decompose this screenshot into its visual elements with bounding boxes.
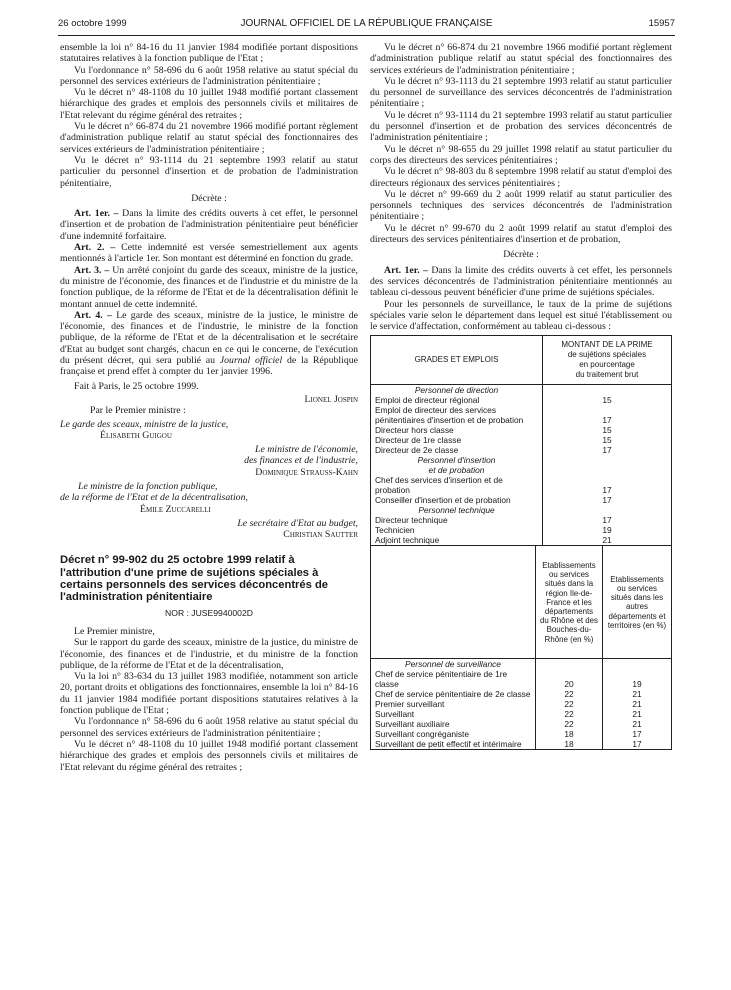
paragraph: Vu l'ordonnance n° 58-696 du 6 août 1958 relative au statut spécial du personnel des services extérieurs de l'administration pénitentiaire ;: [60, 64, 358, 87]
section-row: [371, 505, 672, 515]
grade-label: Conseiller d'insertion et de probation: [371, 495, 543, 505]
grade-label: Chef de service pénitentiaire de 2e classe: [371, 689, 536, 699]
grade-label: Emploi de directeur régional: [371, 395, 543, 405]
table-row: [371, 669, 672, 689]
article-label: Art. 3. –: [74, 264, 110, 276]
header-page-number: 15957: [648, 18, 675, 29]
nor-reference: NOR : JUSE9940002D: [165, 607, 253, 618]
grade-label: Chef de service pénitentiaire de 1re classe: [371, 669, 536, 689]
table-body: [371, 475, 672, 505]
garde-name: Élisabeth Guigou: [100, 429, 172, 441]
paragraph: Vu le décret n° 66-874 du 21 novembre 1966 modifié portant règlement d'administration publique relatif au statut spécial des fonctionnaires des services extérieurs de l'administration pénitentiaire ;: [370, 42, 672, 76]
empty-cell: [543, 455, 672, 475]
article-1: [60, 208, 358, 242]
decrete-heading: Décrète :: [191, 192, 227, 204]
paragraph: Vu le décret n° 93-1114 du 21 septembre 1993 relatif au statut particulier du personnel d'insertion et de probation des services déconcentrés de l'administration pénitentiaire ;: [370, 109, 672, 144]
section-label: Personnel de surveillance: [371, 659, 536, 670]
empty-cell: [371, 546, 536, 659]
paragraph: Vu le décret n° 99-669 du 2 août 1999 relatif au statut particulier des personnels techniques des services déconcentrés de l'administration pénitentiaire ;: [370, 188, 672, 223]
right-column: [370, 42, 672, 750]
decree-title: Décret n° 99-902 du 25 octobre 1999 relatif à l'attribution d'une prime de sujétions spéciales à certains personnels des services déconcentrés de l'administration pénitentiaire: [60, 554, 329, 604]
header-rule: [58, 35, 675, 36]
section-row: [371, 659, 672, 670]
table-row: [371, 515, 672, 525]
paragraph: Vu l'ordonnance n° 58-696 du 6 août 1958 relative au statut spécial du personnel des services extérieurs de l'administration pénitentiaire ;: [60, 716, 358, 739]
prime-percent: 15: [543, 395, 672, 405]
prime-percent: 17: [543, 515, 672, 525]
table-row: [371, 395, 672, 405]
grade-label: Surveillant de petit effectif et intérimaire: [371, 739, 536, 750]
prime-percent-autres: 21: [603, 709, 672, 719]
table-row: [371, 525, 672, 535]
paragraph: Vu la loi n° 83-634 du 13 juillet 1983 modifiée, notamment son article 20, portant droits et obligations des fonctionnaires, ensemble la loi n° 84-16 du 11 janvier 1984 modifiée portant dispositions statutaires relatives à la fonction publique de l'Etat ;: [60, 671, 358, 717]
paragraph: ensemble la loi n° 84-16 du 11 janvier 1984 modifiée portant dispositions statutaires relatives à la fonction publique de l'Etat ;: [60, 42, 358, 65]
header-idf: Etablissements ou services situés dans la région Ile-de-France et les départements du Rhône et des Bouches-du-Rhône (en %): [536, 546, 603, 659]
article-text: Cette indemnité est versée semestriellement aux agents mentionnés à l'article 1er. Son montant est déterminé en fonction du grade.: [60, 242, 358, 265]
prime-percent: 17: [543, 445, 672, 455]
prime-percent-autres: 17: [603, 739, 672, 750]
grade-label: Surveillant: [371, 709, 536, 719]
table-row: [371, 699, 672, 709]
table-header-row: [371, 546, 672, 659]
table-body: [371, 669, 672, 750]
prime-percent: 15: [543, 425, 672, 435]
prime-percent-idf: 22: [536, 699, 603, 709]
article-text: Le garde des sceaux, ministre de la justice, le ministre de l'économie, des finances et de l'industrie, le ministre de la fonction publique, de la réforme de l'Etat et de la décentralisation et le secrétaire d'Etat au budget sont chargés, chacun en ce qui le concerne, de l'exécution du présent décret, qui sera publié au: [60, 309, 359, 367]
table-row: [371, 689, 672, 699]
grade-label: Directeur hors classe: [371, 425, 543, 435]
eco-name: Dominique Strauss-Kahn: [255, 466, 358, 478]
prime-percent-autres: 17: [603, 729, 672, 739]
section-line: et de probation: [428, 465, 485, 476]
paragraph: Vu le décret n° 48-1108 du 10 juillet 1948 modifié portant classement hiérarchique des grades et emplois des personnels civils et militaires de l'Etat relevant du régime général des retraites ;: [60, 87, 358, 121]
article-2: [60, 242, 358, 265]
paragraph: Vu le décret n° 99-670 du 2 août 1999 relatif au statut d'emploi des directeurs des services pénitentiaires d'insertion et de probation,: [370, 222, 672, 246]
grade-label: Directeur de 2e classe: [371, 445, 543, 455]
header-journal-title: JOURNAL OFFICIEL DE LA RÉPUBLIQUE FRANÇAISE: [240, 18, 493, 29]
article-label: Art. 1er. –: [384, 264, 428, 276]
prime-percent: 17: [543, 495, 672, 505]
article-text: Un arrêté conjoint du garde des sceaux, ministre de la justice, du ministre de l'économie, des finances et de l'industrie et du ministre de la fonction publique, de la réforme de l'Etat et de la décentralisation définit le montant annuel de cette indemnité.: [60, 264, 359, 310]
table-body: [371, 395, 672, 455]
fp-title: Le ministre de la fonction publique,: [78, 480, 218, 492]
table-row: [371, 475, 672, 495]
par-le-premier-ministre: Par le Premier ministre :: [90, 405, 186, 417]
grade-label: Directeur technique: [371, 515, 543, 525]
paragraph: Vu le décret n° 93-1114 du 21 septembre 1993 relatif au statut particulier du personnel d'insertion et de probation de l'administration pénitentiaire,: [60, 154, 358, 189]
grade-label: Emploi de directeur des services pénitentiaires d'insertion et de probation: [371, 405, 543, 425]
fp-name: Émile Zuccarelli: [140, 503, 211, 515]
empty-cell: [543, 505, 672, 515]
prime-percent: 17: [543, 405, 672, 425]
prime-percent-idf: 22: [536, 719, 603, 729]
table-row: [371, 729, 672, 739]
grade-label: Technicien: [371, 525, 543, 535]
eco-title: Le ministre de l'économie,: [255, 444, 358, 456]
table-row: [371, 495, 672, 505]
paragraph: Le Premier ministre,: [74, 625, 155, 637]
empty-cell: [543, 385, 672, 396]
prime-percent-idf: 18: [536, 729, 603, 739]
article-3: [60, 265, 358, 310]
grade-label: Adjoint technique: [371, 535, 543, 546]
fp-title: de la réforme de l'Etat et de la décentralisation,: [60, 492, 248, 504]
prime-percent-idf: 22: [536, 709, 603, 719]
paragraph: Vu le décret n° 93-1113 du 21 septembre 1993 relatif au statut particulier du personnel de surveillance des services déconcentrés de l'administration pénitentiaire ;: [370, 75, 672, 110]
prime-percent: 17: [543, 475, 672, 495]
grade-label: Chef des services d'insertion et de probation: [371, 475, 543, 495]
paragraph: Vu le décret n° 66-874 du 21 novembre 1966 modifié portant règlement d'administration publique relatif au statut spécial des fonctionnaires des services extérieurs de l'administration pénitentiaire ;: [60, 121, 358, 155]
decrete-heading: Décrète :: [503, 249, 539, 261]
table-row: [371, 739, 672, 750]
paragraph: Sur le rapport du garde des sceaux, ministre de la justice, du ministre de l'économie, des finances et de l'industrie, et du ministre de la fonction publique, de la réforme de l'Etat et de la décentralisation,: [60, 637, 358, 671]
prime-percent: 19: [543, 525, 672, 535]
article-1: [370, 265, 672, 299]
table-row: [371, 535, 672, 546]
grade-label: Surveillant congréganiste: [371, 729, 536, 739]
prime-percent-autres: 21: [603, 719, 672, 729]
article-text: Dans la limite des crédits ouverts à cet effet, le personnel d'insertion et de probation de l'administration pénitentiaire peut bénéficier d'une indemnité forfaitaire.: [60, 208, 358, 242]
article-text: Dans la limite des crédits ouverts à cet effet, les personnels des services déconcentrés de l'administration pénitentiaire mentionnés au tableau ci-dessous peuvent bénéficier d'une prime de sujétions spéciales.: [370, 264, 673, 299]
article-4: [60, 310, 358, 378]
garde-title: Le garde des sceaux, ministre de la justice,: [60, 418, 229, 430]
table-row: [371, 435, 672, 445]
grade-label: Premier surveillant: [371, 699, 536, 709]
eco-title: des finances et de l'industrie,: [244, 455, 358, 467]
section-row: [371, 455, 672, 475]
table-row: [371, 709, 672, 719]
table-row: [371, 719, 672, 729]
paragraph: Vu le décret n° 98-803 du 8 septembre 1998 relatif au statut d'emploi des directeurs régionaux des services pénitentiaires ;: [370, 166, 672, 189]
section-label: Personnel technique: [371, 505, 543, 515]
section-label: [371, 455, 543, 475]
table-row: [371, 445, 672, 455]
table-row: [371, 405, 672, 425]
prime-table-grades: [370, 335, 672, 546]
signature-prime-minister: Lionel Jospin: [304, 393, 358, 405]
section-row: [371, 385, 672, 396]
header-grades: GRADES ET EMPLOIS: [371, 336, 543, 385]
prime-percent-autres: 21: [603, 689, 672, 699]
prime-table-surveillance: [370, 546, 672, 750]
grade-label: Surveillant auxiliaire: [371, 719, 536, 729]
header-date: 26 octobre 1999: [58, 18, 127, 29]
empty-cell: [603, 659, 672, 670]
prime-percent-idf: 22: [536, 689, 603, 699]
header-montant: [543, 336, 672, 385]
article-label: Art. 2. –: [74, 242, 116, 254]
article-label: Art. 4. –: [74, 309, 112, 321]
budget-name: Christian Sautter: [283, 529, 358, 541]
budget-title: Le secrétaire d'Etat au budget,: [237, 517, 358, 529]
section-label: Personnel de direction: [371, 385, 543, 396]
header-line: MONTANT DE LA PRIME: [561, 340, 653, 350]
header-autres: Etablissements ou services situés dans les autres départements et territoires (en %): [603, 546, 672, 659]
journal-officiel-italic: Journal officiel: [219, 355, 283, 367]
prime-percent-autres: 19: [603, 669, 672, 689]
paragraph: Vu le décret n° 98-655 du 29 juillet 1998 relatif au statut particulier du corps des directeurs des services pénitentiaires ;: [370, 143, 672, 166]
article-label: Art. 1er. –: [74, 208, 119, 220]
article-text: de la République française et prend effet à compter du 1er janvier 1996.: [60, 355, 358, 378]
left-column: [60, 42, 358, 773]
grade-label: Directeur de 1re classe: [371, 435, 543, 445]
prime-percent-idf: 18: [536, 739, 603, 750]
prime-percent-autres: 21: [603, 699, 672, 709]
paragraph: Vu le décret n° 48-1108 du 10 juillet 1948 modifié portant classement hiérarchique des grades et emplois des personnels civils et militaires de l'Etat relevant du régime général des retraites ;: [60, 738, 358, 773]
table-row: [371, 425, 672, 435]
header-line: du traitement brut: [575, 370, 639, 380]
prime-percent-idf: 20: [536, 669, 603, 689]
prime-percent: 21: [543, 535, 672, 546]
fait-a-paris: Fait à Paris, le 25 octobre 1999.: [74, 380, 199, 392]
empty-cell: [536, 659, 603, 670]
table-header-row: [371, 336, 672, 385]
section-line: Personnel d'insertion: [417, 455, 496, 466]
prime-percent: 15: [543, 435, 672, 445]
header-line: en pourcentage: [579, 360, 635, 370]
page-header: [58, 18, 675, 34]
paragraph: Pour les personnels de surveillance, le taux de la prime de sujétions spéciales varie selon le département dans lequel est situé l'établissement ou le service d'affectation, conformément au tableau ci-dessous :: [370, 298, 672, 333]
header-line: de sujétions spéciales: [567, 350, 647, 360]
table-body: [371, 515, 672, 546]
